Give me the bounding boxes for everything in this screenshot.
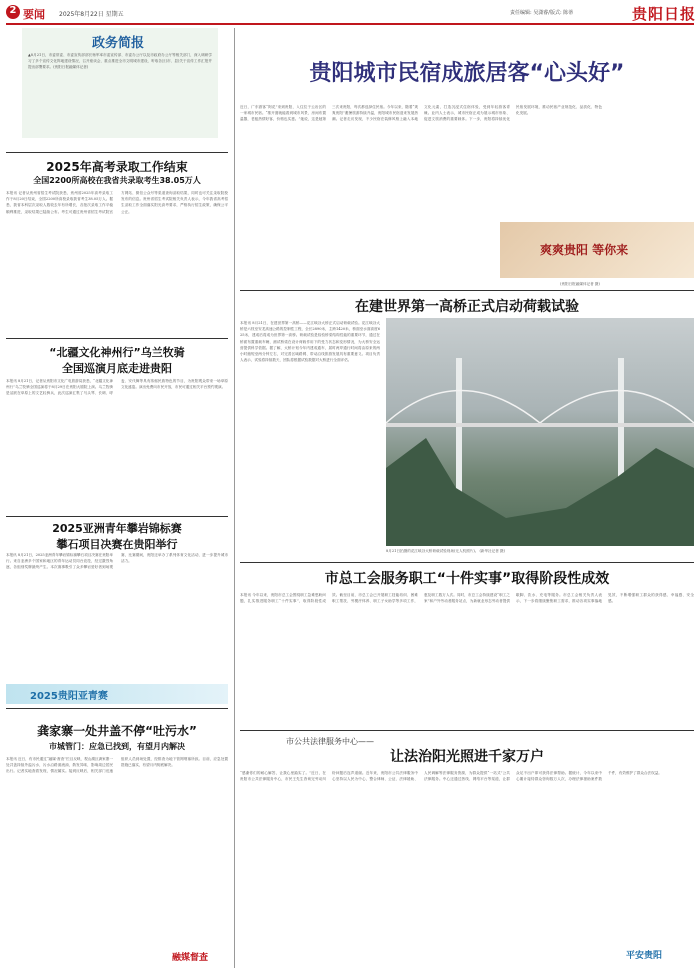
climb-subtitle: 攀石项目决赛在贵阳举行	[56, 538, 178, 551]
village-subtitle: 市城管门：应急已找到，有望月内解决	[49, 742, 185, 751]
page-number: 2	[9, 5, 17, 16]
feature-photo-banner: 爽爽贵阳 等你来	[540, 243, 629, 257]
law-logo: 平安贵阳	[626, 951, 663, 961]
gov-brief-text: ▲8月21日，市委常委、市委宣传部部长杨军率市委宣传部、市委办公厅以及市政府办公厅等相关部门，深入调研学习了多个宣传文化阵地建设情况，召开座谈会，重点推进全市文明城市建设，听取各区(市、县)关于宣传工作汇报并提出部署要求。(贵阳日报融媒体记者)	[28, 53, 212, 70]
editor-credits: 责任编辑: 吴潇睿/版式: 陈蒂	[510, 10, 574, 16]
bridge-illustration	[386, 318, 694, 546]
beijiang-title: “北疆文化神州行”乌兰牧骑	[49, 346, 185, 359]
union-title: 市总工会服务职工“十件实事”取得阶段性成效	[324, 571, 610, 587]
bridge-title: 在建世界第一高桥正式启动荷载试验	[355, 299, 579, 315]
feature-photo-caption: (贵阳日报融媒体记者 摄)	[560, 282, 600, 286]
beijiang-subtitle: 全国巡演月底走进贵阳	[62, 362, 172, 375]
divider-6	[240, 562, 694, 563]
masthead-logo: 贵阳日报	[632, 5, 697, 23]
gaokao-title: 2025年高考录取工作结束	[46, 160, 188, 174]
gov-brief-banner: 政务简报	[92, 36, 145, 51]
divider-7	[240, 730, 694, 731]
village-title: 龚家寨一处井盖不停“吐污水”	[37, 724, 197, 738]
divider-4	[6, 708, 228, 709]
village-logo: 融媒督查	[172, 953, 209, 963]
climb-title: 2025亚洲青年攀岩锦标赛	[52, 522, 182, 535]
beijiang-body: 本报讯 8月21日，记者从贵阳市文化广电旅游局获悉，“北疆文化神州行”乌兰牧骑全国巡演将于8月29日在贵阳大剧院上演。乌兰牧骑是活跃在草原上的文艺轻骑兵，此次巡演汇集了马头琴、长调、呼麦、安代舞等具有浓郁民族特色的节目，为贵阳观众带来一场草原文化盛宴。演出免费向市民开放，市民可通过相关平台预约观演。	[6, 379, 228, 396]
bridge-caption: 8月21日拍摄的花江峡谷大桥荷载试验现场(无人机照片)。 (新华社记者 摄)	[386, 549, 505, 553]
section-name: 要闻	[23, 8, 45, 21]
page-header	[0, 0, 700, 26]
issue-date: 2025年8月22日 星期五	[59, 11, 124, 18]
feature-title: 贵阳城市民宿成旅居客“心头好”	[309, 61, 625, 86]
climb-body: 本报讯 8月21日，2025亚洲青年攀岩锦标赛攀石项目决赛在贵阳举行。来自亚洲多个国家和地区的青年运动员同台竞技，经过激烈角逐，各组别奖牌最终产生。本次赛事吸引了众多攀岩爱好者到场观赛，比赛期间，贵阳还举办了系列体育文化活动，进一步提升城市活力。	[6, 553, 228, 570]
law-body: “感谢你们的耐心解答，让我心里踏实了。”近日，在贵阳市公共法律服务中心，市民王先生咨询完劳动纠纷问题后连声道谢。近年来，贵阳市公共法律服务中心坚持以人民为中心，整合律师、公证、法律援助、人民调解等法律服务资源，为群众提供“一站式”公共法律服务。中心还通过热线、网络平台等渠道，让群众足不出户即可获得法律帮助。据统计，今年以来中心累计接待群众咨询数万人次，办理法律援助案件数千件，有效维护了群众合法权益。	[240, 771, 662, 782]
village-body: 本报讯 近日，有市民通过“融媒·督查”栏目反映，观山湖区龚家寨一处井盖持续外溢污水，污水沿路面流淌，散发异味，影响周边居民出行。记者实地查看发现，情况属实。接到反映后，相关部门迅速组织人员到场处置，经排查为地下管网堵塞所致。目前，应急处置措施已落实，有望月内彻底解决。	[6, 757, 228, 774]
gaokao-subtitle: 全国2200所高校在我省共录取考生38.05万人	[33, 176, 201, 185]
gov-brief-panel	[22, 28, 218, 138]
bridge-body: 本报讯 8月21日，在建世界第一高桥——花江峡谷大桥正式启动荷载试验。花江峡谷大桥是六枝至安龙高速公路的控制性工程，全长2890米，主跨1420米，桥面至水面高度625米，建成后将成为世界第一高桥。荷载试验是检验桥梁结构性能的重要环节，通过在桥面布置重载车辆，测试桥梁在设计荷载作用下的受力状态和变形情况，为大桥安全运营提供科学依据。据了解，大桥计划今年内建成通车，届时两岸通行时间将由原来的两小时缩短至两分钟左右，对完善区域路网、带动沿线旅游发展具有重要意义。项目负责人表示，试验将持续数天，团队将根据试验数据对大桥进行全面评估。	[240, 321, 380, 363]
divider-2	[6, 338, 228, 339]
header-rule	[6, 23, 694, 25]
feature-body: 近日，广东游客“阿花”来到贵阳，入住位于云岩区的一家城市民宿。“推开窗就能看到城市风景，房间布置温馨，老板热情好客，价格也实惠。”她说，这是她第三次来贵阳，每次都选择住民宿。今年以来，随着“爽爽贵阳”避暑旅游持续升温，贵阳城市民宿迎来发展热潮。记者走访发现，不少民宿在装修风格上融入本地文化元素，打造沉浸式住宿体验，受到年轻游客青睐。业内人士表示，城市民宿正成为展示城市形象、促进文旅消费的重要载体。下一步，贵阳将持续优化民宿发展环境，推动民宿产业规范化、品质化、特色化发展。	[240, 105, 602, 122]
feature-photo	[500, 222, 694, 278]
divider-1	[6, 152, 228, 153]
column-rule	[234, 28, 235, 968]
climb-banner: 2025贵阳亚青赛	[30, 691, 108, 702]
law-kicker: 市公共法律服务中心——	[286, 737, 374, 746]
divider-5	[240, 290, 694, 291]
gaokao-body: 本报讯 记者从贵州省招生考试院获悉，贵州省2025年高考录取工作于8月20日结束，全国2200所高校录取我省考生38.05万人。据悉，我省本科层次录取人数较去年有所增长，各批次录取工作平稳顺利推进，录取结果已陆续公布。考生可通过贵州省招生考试院官方网站、微信公众号等渠道查询录取结果，同时也可关注录取院校发布的信息。贵州省招生考试院相关负责人表示，今年我省高考招生录取工作全面落实阳光高考要求，严格执行招生政策，确保公平公正。	[6, 191, 228, 214]
law-title: 让法治阳光照进千家万户	[390, 749, 544, 765]
divider-3	[6, 516, 228, 517]
union-body: 本报讯 今年以来，贵阳市总工会围绕职工急难愁盼问题，扎实推进服务职工“十件实事”，取得阶段性成效。截至目前，市总工会已开展职工技能培训、困难职工帮扶、劳模疗休养、职工子女助学等多项工作，惠及职工数万人次。同时，市总工会持续建设“职工之家”和户外劳动者服务站点，为新就业形态劳动者提供歇脚、饮水、充电等服务。市总工会相关负责人表示，下一步将继续聚焦职工需求，推动各项实事落地见效，不断增强职工群众的获得感、幸福感、安全感。	[240, 593, 694, 604]
bridge-photo	[386, 318, 694, 546]
